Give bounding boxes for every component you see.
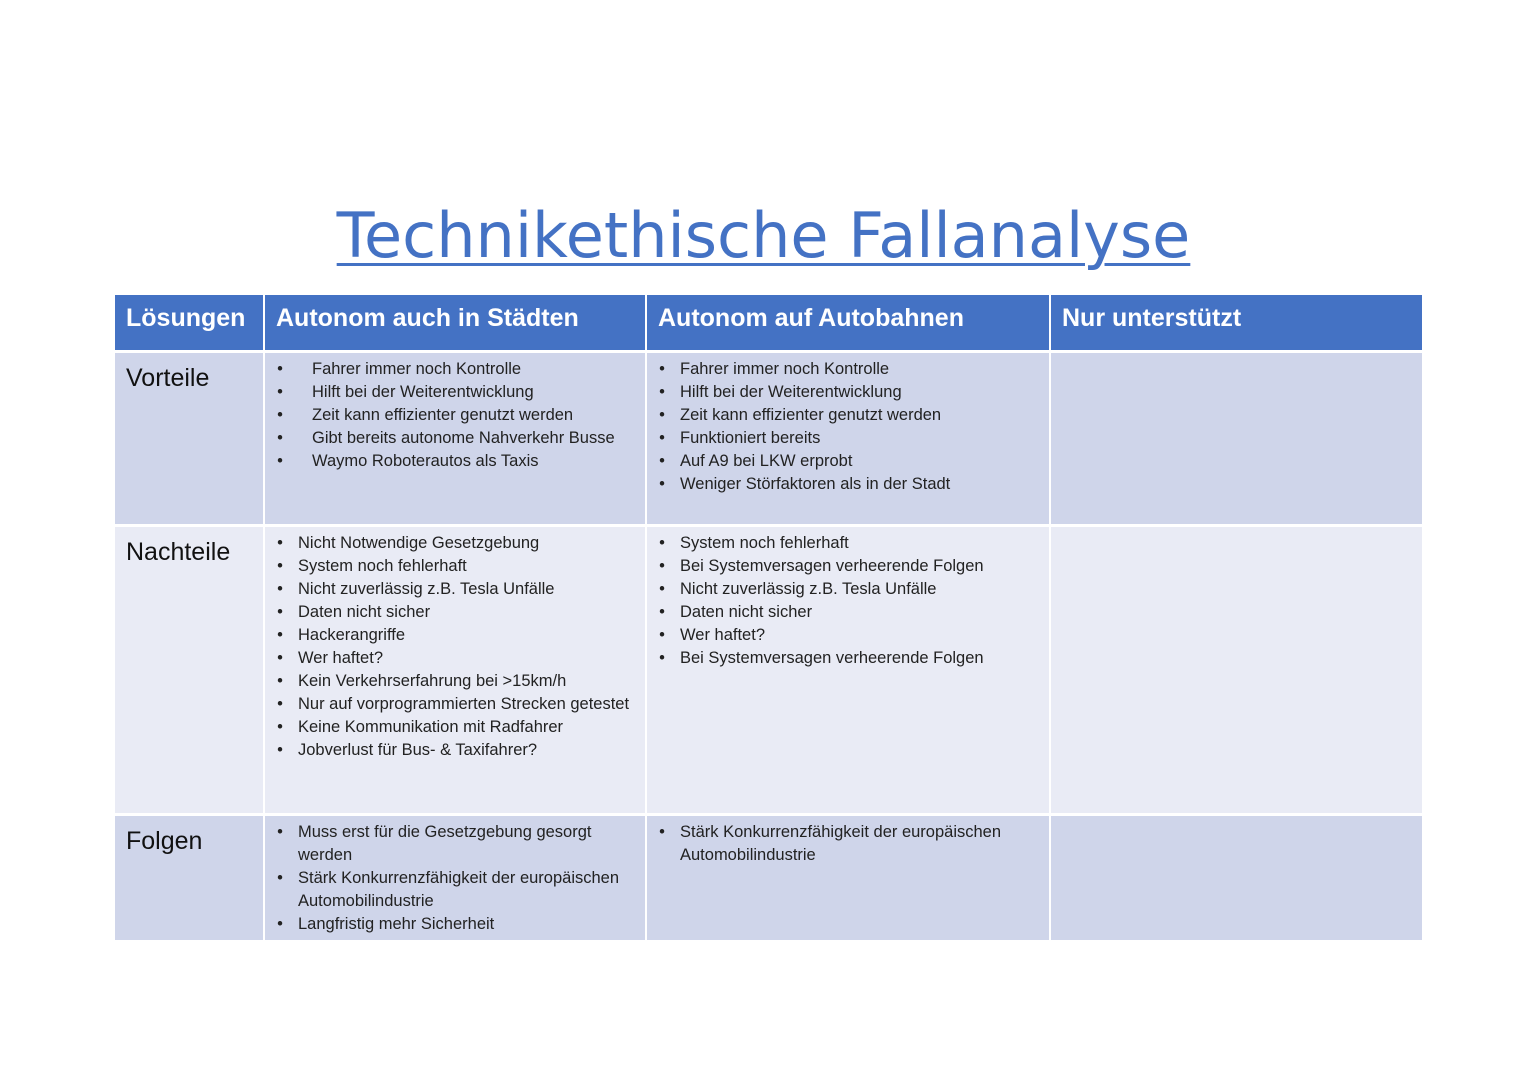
- bullet-text: Kein Verkehrserfahrung bei >15km/h: [298, 672, 567, 690]
- cell-vorteile-unterstuetzt: [1051, 353, 1422, 524]
- bullet-text: Waymo Roboterautos als Taxis: [312, 452, 539, 470]
- bullet-icon: •: [277, 603, 283, 621]
- bullet-item: [655, 450, 1041, 473]
- bullet-icon: •: [277, 360, 283, 378]
- bullet-item: [273, 716, 637, 739]
- bullet-item: [655, 404, 1041, 427]
- bullet-icon: •: [277, 557, 283, 575]
- bullet-item: [273, 693, 637, 716]
- cell-vorteile-staedte: [265, 353, 647, 524]
- bullet-icon: •: [659, 580, 665, 598]
- bullet-list: [273, 358, 637, 473]
- bullet-list: [655, 821, 1041, 867]
- bullet-item: [655, 555, 1041, 578]
- bullet-text: Bei Systemversagen verheerende Folgen: [680, 557, 984, 575]
- bullet-icon: •: [659, 534, 665, 552]
- bullet-text: Bei Systemversagen verheerende Folgen: [680, 649, 984, 667]
- bullet-item: [655, 647, 1041, 670]
- bullet-icon: •: [659, 360, 665, 378]
- header-autonom-autobahnen: Autonom auf Autobahnen: [647, 295, 1051, 350]
- row-label-nachteile: Nachteile: [115, 527, 265, 813]
- bullet-item: [655, 578, 1041, 601]
- cell-folgen-staedte: [265, 816, 647, 940]
- bullet-text: Zeit kann effizienter genutzt werden: [312, 406, 574, 424]
- bullet-list: [655, 532, 1041, 670]
- bullet-item: [273, 532, 637, 555]
- header-nur-unterstuetzt: Nur unterstützt: [1051, 295, 1422, 350]
- bullet-text: Muss erst für die Gesetzgebung gesorgt werden: [298, 823, 592, 864]
- bullet-icon: •: [277, 869, 283, 887]
- bullet-item: [655, 624, 1041, 647]
- bullet-text: System noch fehlerhaft: [680, 534, 849, 552]
- bullet-text: System noch fehlerhaft: [298, 557, 467, 575]
- bullet-item: [273, 381, 637, 404]
- bullet-icon: •: [277, 383, 283, 401]
- bullet-item: [273, 670, 637, 693]
- bullet-icon: •: [277, 741, 283, 759]
- bullet-text: Daten nicht sicher: [680, 603, 813, 621]
- bullet-item: [273, 867, 637, 913]
- bullet-icon: •: [277, 452, 283, 470]
- bullet-list: [273, 532, 637, 762]
- analysis-table: [115, 295, 1422, 940]
- bullet-text: Langfristig mehr Sicherheit: [298, 915, 495, 933]
- bullet-text: Keine Kommunikation mit Radfahrer: [298, 718, 564, 736]
- bullet-item: [655, 358, 1041, 381]
- bullet-icon: •: [277, 718, 283, 736]
- cell-nachteile-staedte: [265, 527, 647, 813]
- bullet-icon: •: [277, 580, 283, 598]
- bullet-item: [273, 601, 637, 624]
- bullet-text: Nicht zuverlässig z.B. Tesla Unfälle: [680, 580, 937, 598]
- bullet-text: Stärk Konkurrenzfähigkeit der europäischen Automobilindustrie: [298, 869, 620, 910]
- bullet-text: Nur auf vorprogrammierten Strecken getestet: [298, 695, 630, 713]
- bullet-item: [273, 555, 637, 578]
- bullet-item: [273, 578, 637, 601]
- bullet-text: Hilft bei der Weiterentwicklung: [680, 383, 902, 401]
- bullet-icon: •: [659, 429, 665, 447]
- bullet-item: [273, 647, 637, 670]
- bullet-text: Zeit kann effizienter genutzt werden: [680, 406, 942, 424]
- bullet-text: Nicht zuverlässig z.B. Tesla Unfälle: [298, 580, 555, 598]
- bullet-text: Wer haftet?: [680, 626, 765, 644]
- bullet-text: Hilft bei der Weiterentwicklung: [312, 383, 534, 401]
- row-label-folgen: Folgen: [115, 816, 265, 940]
- bullet-text: Fahrer immer noch Kontrolle: [312, 360, 522, 378]
- bullet-text: Jobverlust für Bus- & Taxifahrer?: [298, 741, 538, 759]
- bullet-item: [655, 381, 1041, 404]
- bullet-item: [273, 358, 637, 381]
- bullet-list: [655, 358, 1041, 496]
- bullet-icon: •: [277, 406, 283, 424]
- bullet-item: [273, 739, 637, 762]
- bullet-icon: •: [659, 626, 665, 644]
- cell-nachteile-autobahnen: [647, 527, 1051, 813]
- bullet-icon: •: [277, 534, 283, 552]
- bullet-item: [655, 601, 1041, 624]
- slide-title: [0, 196, 1527, 276]
- bullet-item: [655, 473, 1041, 496]
- row-label-vorteile: Vorteile: [115, 353, 265, 524]
- bullet-item: [655, 821, 1041, 867]
- bullet-icon: •: [277, 672, 283, 690]
- bullet-icon: •: [277, 429, 283, 447]
- bullet-list: [273, 821, 637, 936]
- header-autonom-staedte: Autonom auch in Städten: [265, 295, 647, 350]
- bullet-item: [273, 450, 637, 473]
- bullet-icon: •: [659, 406, 665, 424]
- bullet-icon: •: [659, 383, 665, 401]
- bullet-icon: •: [277, 823, 283, 841]
- bullet-text: Daten nicht sicher: [298, 603, 431, 621]
- bullet-icon: •: [659, 649, 665, 667]
- bullet-icon: •: [659, 452, 665, 470]
- bullet-text: Weniger Störfaktoren als in der Stadt: [680, 475, 951, 493]
- bullet-icon: •: [659, 475, 665, 493]
- cell-vorteile-autobahnen: [647, 353, 1051, 524]
- cell-folgen-autobahnen: [647, 816, 1051, 940]
- bullet-item: [273, 427, 637, 450]
- slide-title-text: Technikethische Fallanalyse: [336, 199, 1191, 272]
- bullet-item: [655, 532, 1041, 555]
- bullet-icon: •: [277, 915, 283, 933]
- bullet-item: [655, 427, 1041, 450]
- bullet-item: [273, 624, 637, 647]
- header-row-label: Lösungen: [115, 295, 265, 350]
- cell-nachteile-unterstuetzt: [1051, 527, 1422, 813]
- bullet-text: Auf A9 bei LKW erprobt: [680, 452, 853, 470]
- bullet-text: Nicht Notwendige Gesetzgebung: [298, 534, 540, 552]
- bullet-text: Funktioniert bereits: [680, 429, 821, 447]
- bullet-text: Fahrer immer noch Kontrolle: [680, 360, 890, 378]
- bullet-icon: •: [277, 695, 283, 713]
- bullet-item: [273, 404, 637, 427]
- bullet-icon: •: [277, 626, 283, 644]
- bullet-icon: •: [659, 557, 665, 575]
- bullet-text: Stärk Konkurrenzfähigkeit der europäischen Automobilindustrie: [680, 823, 1002, 864]
- bullet-item: [273, 913, 637, 936]
- bullet-item: [273, 821, 637, 867]
- bullet-icon: •: [659, 603, 665, 621]
- bullet-text: Wer haftet?: [298, 649, 383, 667]
- bullet-text: Gibt bereits autonome Nahverkehr Busse: [312, 429, 615, 447]
- bullet-icon: •: [277, 649, 283, 667]
- bullet-icon: •: [659, 823, 665, 841]
- bullet-text: Hackerangriffe: [298, 626, 406, 644]
- cell-folgen-unterstuetzt: [1051, 816, 1422, 940]
